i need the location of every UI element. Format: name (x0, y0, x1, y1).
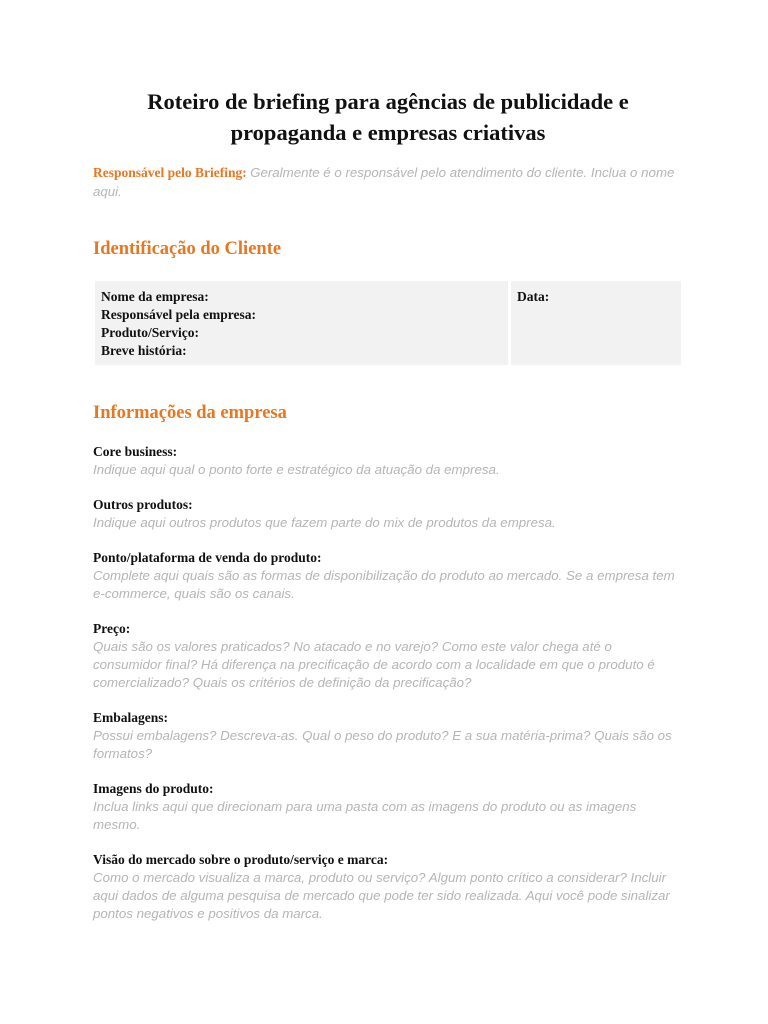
company-name-label: Nome da empresa: (101, 289, 209, 304)
other-products-hint: Indique aqui outros produtos que fazem parte do mix de produtos da empresa. (93, 515, 556, 530)
packaging-hint: Possui embalagens? Descreva-as. Qual o peso do produto? E a sua matéria-prima? Quais são os formatos? (93, 728, 672, 761)
price-section (93, 620, 683, 692)
market-view-section (93, 851, 683, 923)
packaging-label: Embalagens: (93, 710, 169, 725)
price-hint: Quais são os valores praticados? No atacado e no varejo? Como este valor chega até o consumidor final? Há diferença na precificação de acordo com a localidade em que o produto é comercializado? Quais os critérios de definição da precificação? (93, 639, 655, 690)
briefing-responsible-label: Responsável pelo Briefing: (93, 165, 247, 180)
sales-channel-hint: Complete aqui quais são as formas de disponibilização do produto ao mercado. Se a empresa tem e-commerce, quais são os canais. (93, 568, 675, 601)
sales-channel-label: Ponto/plataforma de venda do produto: (93, 550, 322, 565)
company-responsible-label: Responsável pela empresa: (101, 307, 256, 322)
briefing-responsible (93, 163, 683, 201)
market-view-hint: Como o mercado visualiza a marca, produto ou serviço? Algum ponto crítico a considerar? Incluir aqui dados de alguma pesquisa de mercado que pode ter sido realizada. Aqui você pode sinalizar pontos negativos e positivos da marca. (93, 870, 670, 921)
packaging-section (93, 709, 683, 763)
product-images-hint: Inclua links aqui que direcionam para uma pasta com as imagens do produto ou as imagens mesmo. (93, 799, 637, 832)
other-products-label: Outros produtos: (93, 497, 193, 512)
client-identification-table (95, 281, 683, 365)
brief-history-label: Breve história: (101, 343, 187, 358)
client-fields-cell[interactable] (95, 281, 508, 365)
document-title: Roteiro de briefing para agências de publicidade e propaganda e empresas criativas (147, 89, 629, 145)
product-images-label: Imagens do produto: (93, 781, 214, 796)
product-images-section (93, 780, 683, 834)
core-business-section (93, 443, 683, 479)
core-business-hint: Indique aqui qual o ponto forte e estratégico da atuação da empresa. (93, 462, 500, 477)
price-label: Preço: (93, 621, 131, 636)
client-identification-heading: Identificação do Cliente (93, 239, 282, 259)
sales-channel-section (93, 549, 683, 603)
core-business-label: Core business: (93, 444, 178, 459)
date-label: Data: (517, 289, 550, 304)
market-view-label: Visão do mercado sobre o produto/serviço e marca: (93, 852, 389, 867)
other-products-section (93, 496, 683, 532)
briefing-responsible-hint: Geralmente é o responsável pelo atendimento do cliente. Inclua o nome aqui. (93, 165, 675, 199)
product-service-label: Produto/Serviço: (101, 325, 199, 340)
date-cell[interactable] (511, 281, 681, 365)
company-info-heading: Informações da empresa (93, 403, 287, 423)
